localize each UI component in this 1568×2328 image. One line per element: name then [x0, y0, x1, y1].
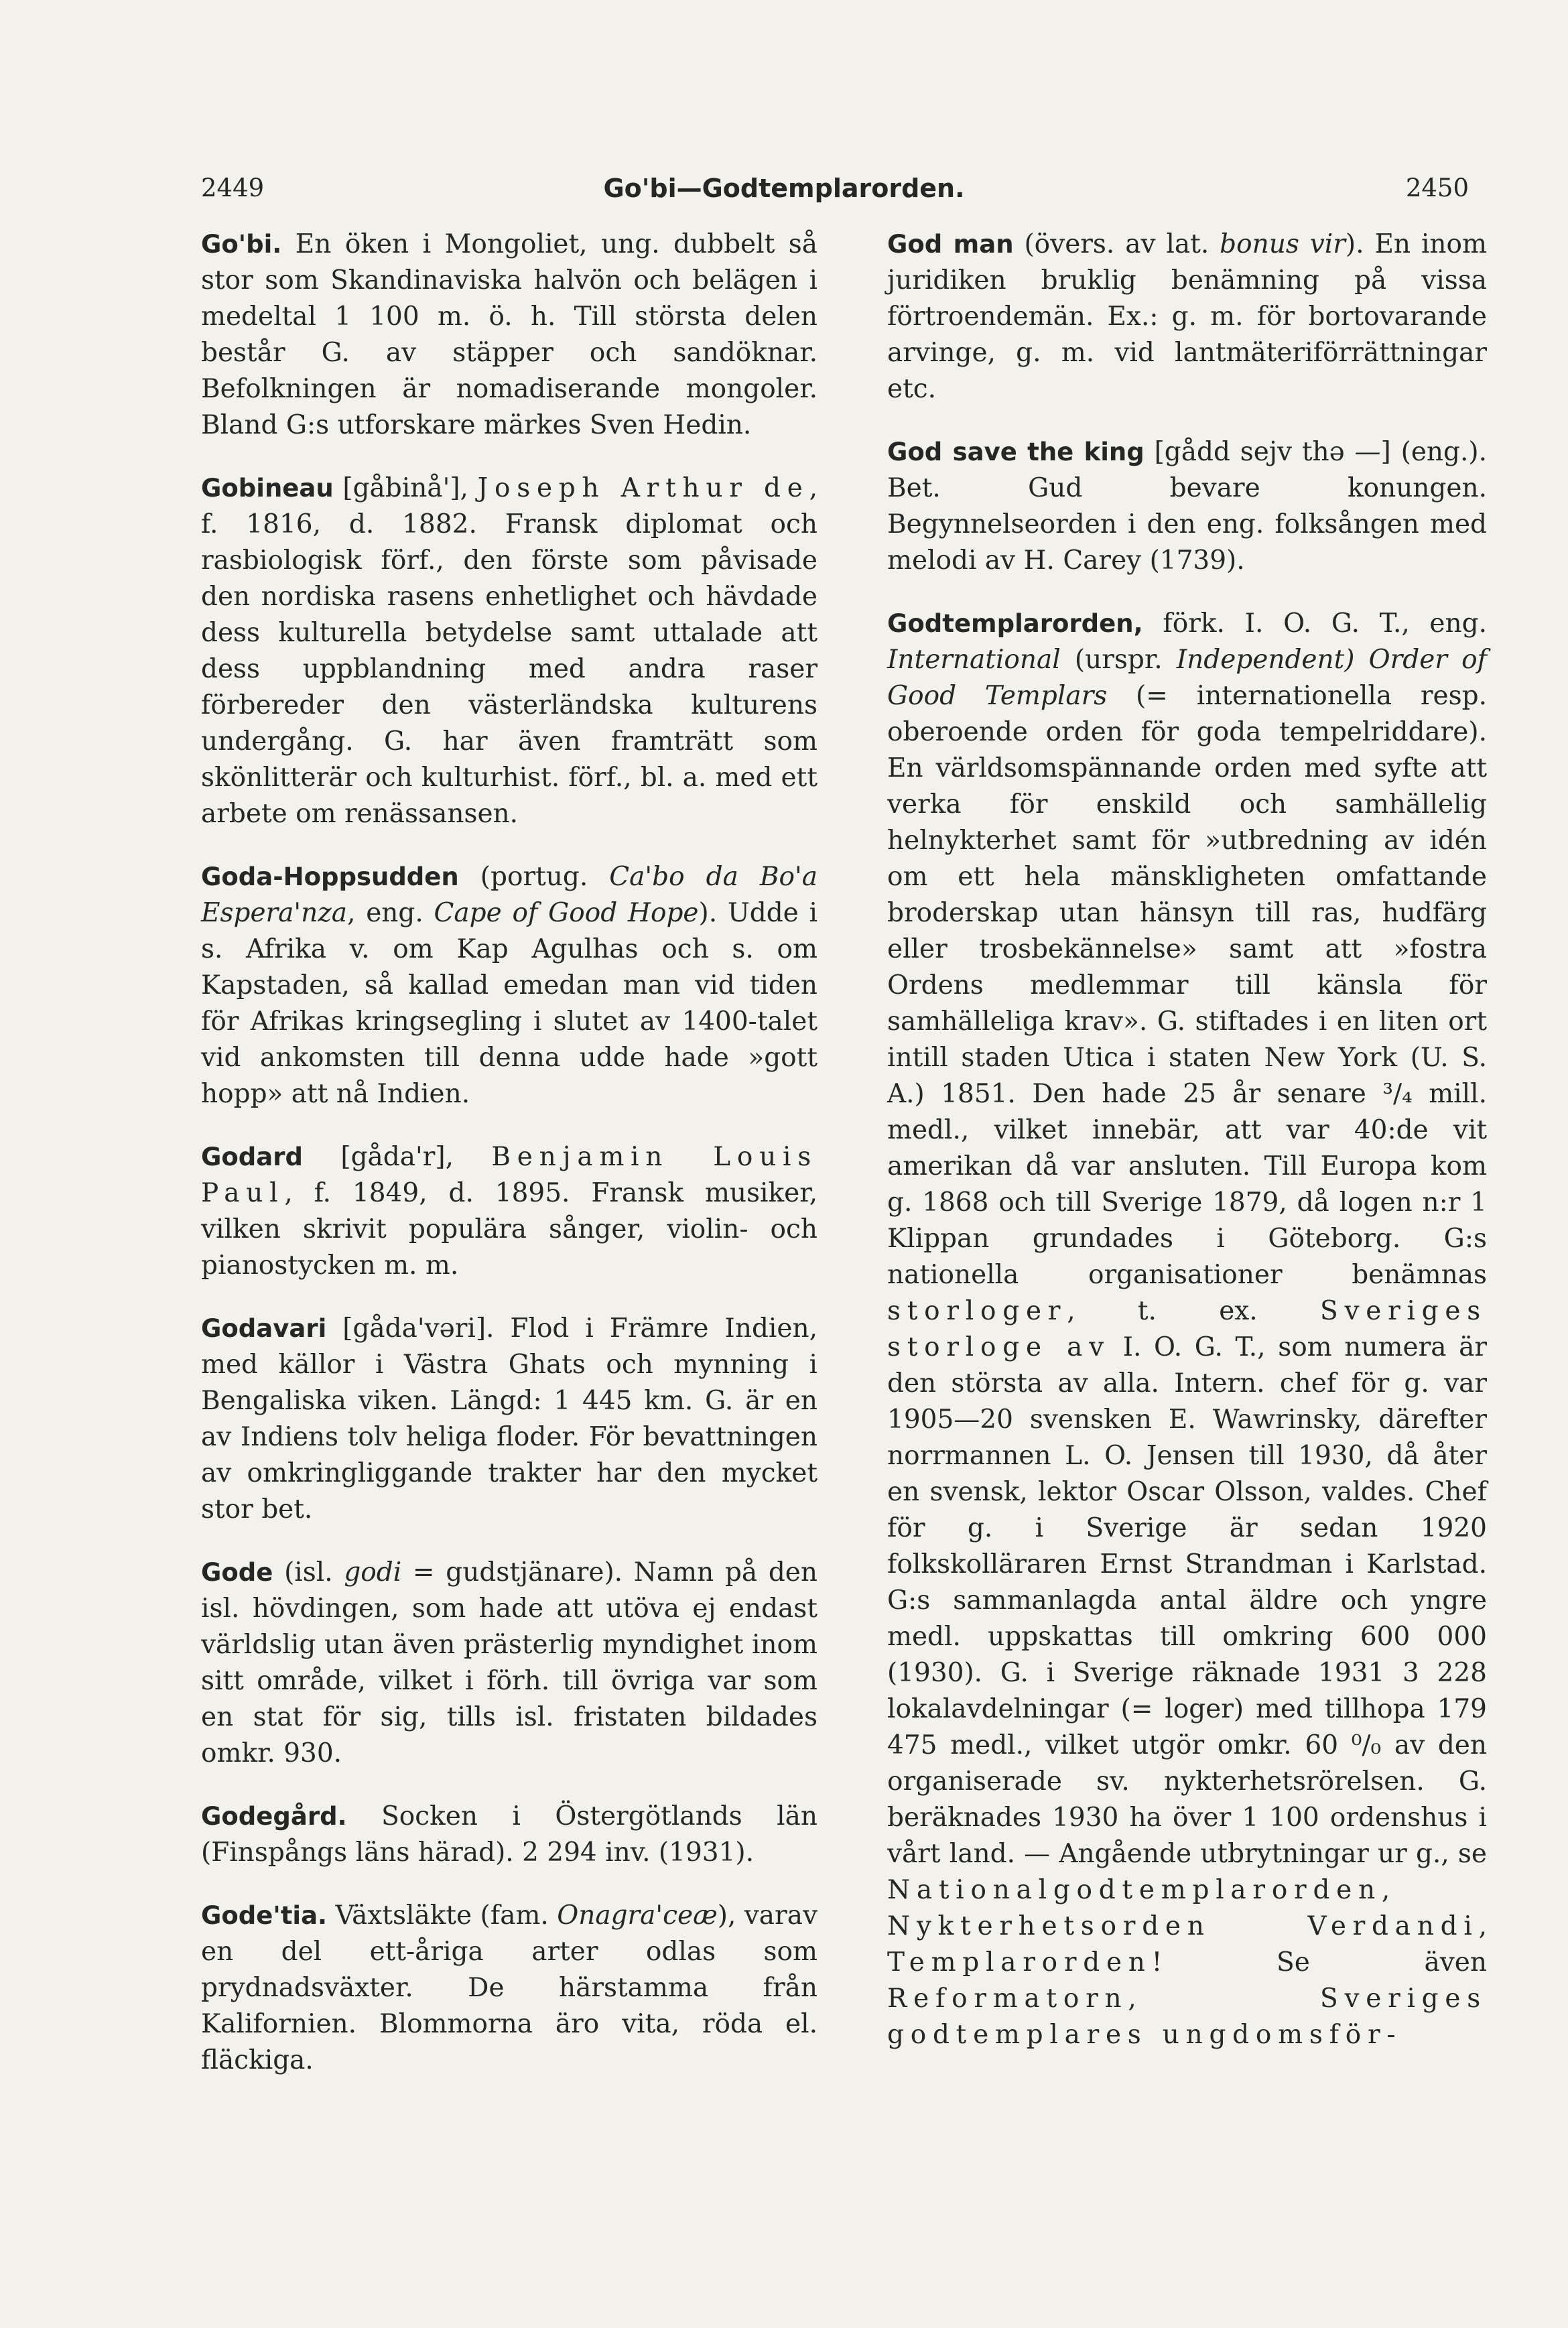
entry-text: ! Se även	[1151, 1947, 1487, 1978]
cross-reference: Templarorden	[887, 1947, 1152, 1978]
entry-text: ,	[1478, 1911, 1487, 1941]
spaced-term: storloger	[887, 1296, 1067, 1326]
entry-text: ). En inom juridiken bruklig benämning på vissa förtroendemän. Ex.: g. m. för bortovarande arvinge, g. m. vid lantmäteriförrättningar etc.	[887, 229, 1488, 404]
entry-text: ,	[1381, 1875, 1390, 1905]
right-column	[887, 227, 1487, 2080]
entry-godard	[201, 1139, 818, 1284]
entry-text: (övers. av lat.	[1013, 229, 1220, 259]
entry-text: (urspr.	[1060, 645, 1177, 675]
entry-gode	[201, 1555, 818, 1772]
headword: Gode'tia.	[201, 1901, 328, 1930]
entry-text: förk. I. O. G. T., eng.	[1142, 608, 1487, 639]
entry-gobineau	[201, 470, 818, 832]
cross-reference: Nationalgodtemplarorden	[887, 1875, 1382, 1905]
headword: God man	[887, 230, 1014, 259]
english-name: International	[887, 645, 1061, 675]
headword: Goda-Hoppsudden	[201, 862, 459, 891]
headword: Godtemplarorden,	[887, 609, 1143, 638]
pronunciation: [gåda'r],	[302, 1142, 492, 1172]
given-names: Joseph Arthur de	[477, 473, 809, 503]
entry-text: (portug.	[458, 862, 610, 892]
portuguese-name: Ca'bo da Bo'a Espera'nza	[201, 862, 818, 928]
entry-text: , eng.	[347, 898, 434, 928]
given-names: Benjamin Louis Paul	[201, 1142, 818, 1208]
entry-text: mill. medl., vilket innebär, att var 40:de vit amerikan då var ansluten. Till Europa kom g. 1868 och till Sverige 1879, då logen n:r 1 Klippan grundades i Göteborg. G:s nationella organisationer benämnas	[887, 1079, 1488, 1290]
entry-text: [gådd sejv thə —] (eng.). Bet. Gud bevare konungen. Begynnelseorden i den eng. folksången med melodi av H. Carey (1739).	[887, 437, 1488, 576]
entry-text: En öken i Mongoliet, ung. dubbelt så stor som Skandinaviska halvön och belägen i medeltal 1 100 m. ö. h. Till största delen består G. av stäpper och sandöknar. Befolkningen är nomadiserande mongoler. Bland G:s utforskare märkes Sven Hedin.	[201, 229, 818, 440]
cross-reference: Sveriges godtemplares ungdomsför-	[887, 1984, 1487, 2050]
entry-gobi	[201, 227, 818, 444]
entry-text: (isl.	[273, 1557, 344, 1588]
entry-text: ), varav en del ett-åriga arter odlas som prydnadsväxter. De härstamma från Kalifornien. Blommorna äro vita, röda el. fläckiga.	[201, 1900, 818, 2075]
entry-text: I. O. G. T., som numera är den största av alla. Intern. chef för g. var 1905—20 svensken E. Wawrinsky, därefter norrmannen L. O. Jensen till 1930, då åter en svensk, lektor Oscar Olsson, valdes. Chef för g. i Sverige är sedan 1920 folkskolläraren Ernst Strandman i Karlstad. G:s sammanlagda antal äldre och yngre medl. uppskattas till omkring 600 000 (1930). G. i Sverige räknade 1931 3 228 lokalavdelningar (= loger) med tillhopa 179 475 medl., vilket utgör omkr. 60 ⁰/₀ av den organiserade sv. nykterhetsrörelsen. G. beräknades 1930 ha över 1 100 ordenshus i vårt land. — Angående utbrytningar ur g., se	[887, 1332, 1487, 1869]
entry-godtemplarorden	[887, 606, 1487, 2053]
entry-godetia	[201, 1898, 818, 2079]
entry-text: , f. 1849, d. 1895. Fransk musiker, vilken skrivit populära sånger, violin- och pianostycken m. m.	[201, 1178, 818, 1281]
entry-text: Socken i Östergötlands län (Finspångs läns härad). 2 294 inv. (1931).	[201, 1801, 818, 1868]
term: godi	[344, 1557, 402, 1588]
entry-god-save-the-king	[887, 434, 1487, 579]
spaced-term: Sveriges storloge av	[887, 1296, 1487, 1362]
latin-term: bonus vir	[1220, 229, 1346, 259]
entry-godavari	[201, 1311, 818, 1528]
headword: Go'bi.	[201, 230, 282, 259]
cross-reference: Nykterhetsorden Verdandi	[887, 1911, 1479, 1941]
entry-text: , f. 1816, d. 1882. Fransk diplomat och rasbiologisk förf., den förste som påvisade den nordiska rasens enhetlighet och hävdade dess kulturella betydelse samt uttalade att dess uppblandning med andra raser förbereder den västerländska kulturens undergång. G. har även framträtt som skönlitterär och kulturhist. förf., bl. a. med ett arbete om renässansen.	[201, 473, 818, 829]
entry-text: , t. ex.	[1067, 1296, 1320, 1326]
entry-text: Växtsläkte (fam.	[327, 1900, 558, 1931]
page-number-left: 2449	[201, 174, 265, 202]
entry-text: = gudstjänare). Namn på den isl. hövdingen, som hade att utöva ej endast världslig utan även prästerlig myndighet inom sitt område, vilket i förh. till övriga var som en stat för sig, tills isl. fristaten bildades omkr. 930.	[201, 1557, 818, 1768]
english-name: Cape of Good Hope	[434, 898, 699, 928]
left-column	[201, 227, 818, 2106]
english-name: Independent) Order of Good Templars	[887, 645, 1487, 711]
headword: Gobineau	[201, 474, 334, 503]
cross-reference: Reformatorn	[887, 1984, 1128, 2014]
entry-text: [gåda'vəri]. Flod i Främre Indien, med källor i Västra Ghats och mynning i Bengaliska viken. Längd: 1 445 km. G. är en av Indiens tolv heliga floder. För bevattningen av omkringliggande trakter har den mycket stor bet.	[201, 1313, 818, 1525]
entry-goda-hoppsudden	[201, 859, 818, 1112]
running-title: Go'bi—Godtemplarorden.	[603, 174, 965, 203]
page-number-right: 2450	[1405, 174, 1469, 202]
entry-godegard	[201, 1799, 818, 1871]
entry-text: (= internationella resp. oberoende orden för goda tempelriddare). En världsomspännande orden med syfte att verka för enskild och samhällelig helnykterhet samt för »utbredning av idén om ett hela mänskligheten omfattande broderskap utan hänsyn till ras, hudfärg eller trosbekännelse» samt att »fostra Ordens medlemmar till känsla för samhälleliga krav». G. stiftades i en liten ort intill staden Utica i staten New York (U. S. A.) 1851. Den hade 25 år senare	[887, 681, 1487, 1109]
fraction: ³/₄	[1382, 1079, 1413, 1109]
entry-text: ,	[1128, 1984, 1320, 2014]
headword: Gode	[201, 1558, 273, 1587]
pronunciation: [gåbinå'],	[333, 473, 478, 503]
entry-text: ). Udde i s. Afrika v. om Kap Agulhas och s. om Kapstaden, så kallad emedan man vid tiden för Afrikas kringsegling i slutet av 1400-talet vid ankomsten till denna udde hade »gott hopp» att nå Indien.	[201, 898, 818, 1109]
headword: Godard	[201, 1143, 303, 1171]
family-name: Onagra'ceæ	[557, 1900, 718, 1931]
entry-god-man	[887, 227, 1487, 407]
headword: Godavari	[201, 1314, 327, 1343]
headword: God save the king	[887, 438, 1145, 466]
headword: Godegård.	[201, 1802, 347, 1831]
